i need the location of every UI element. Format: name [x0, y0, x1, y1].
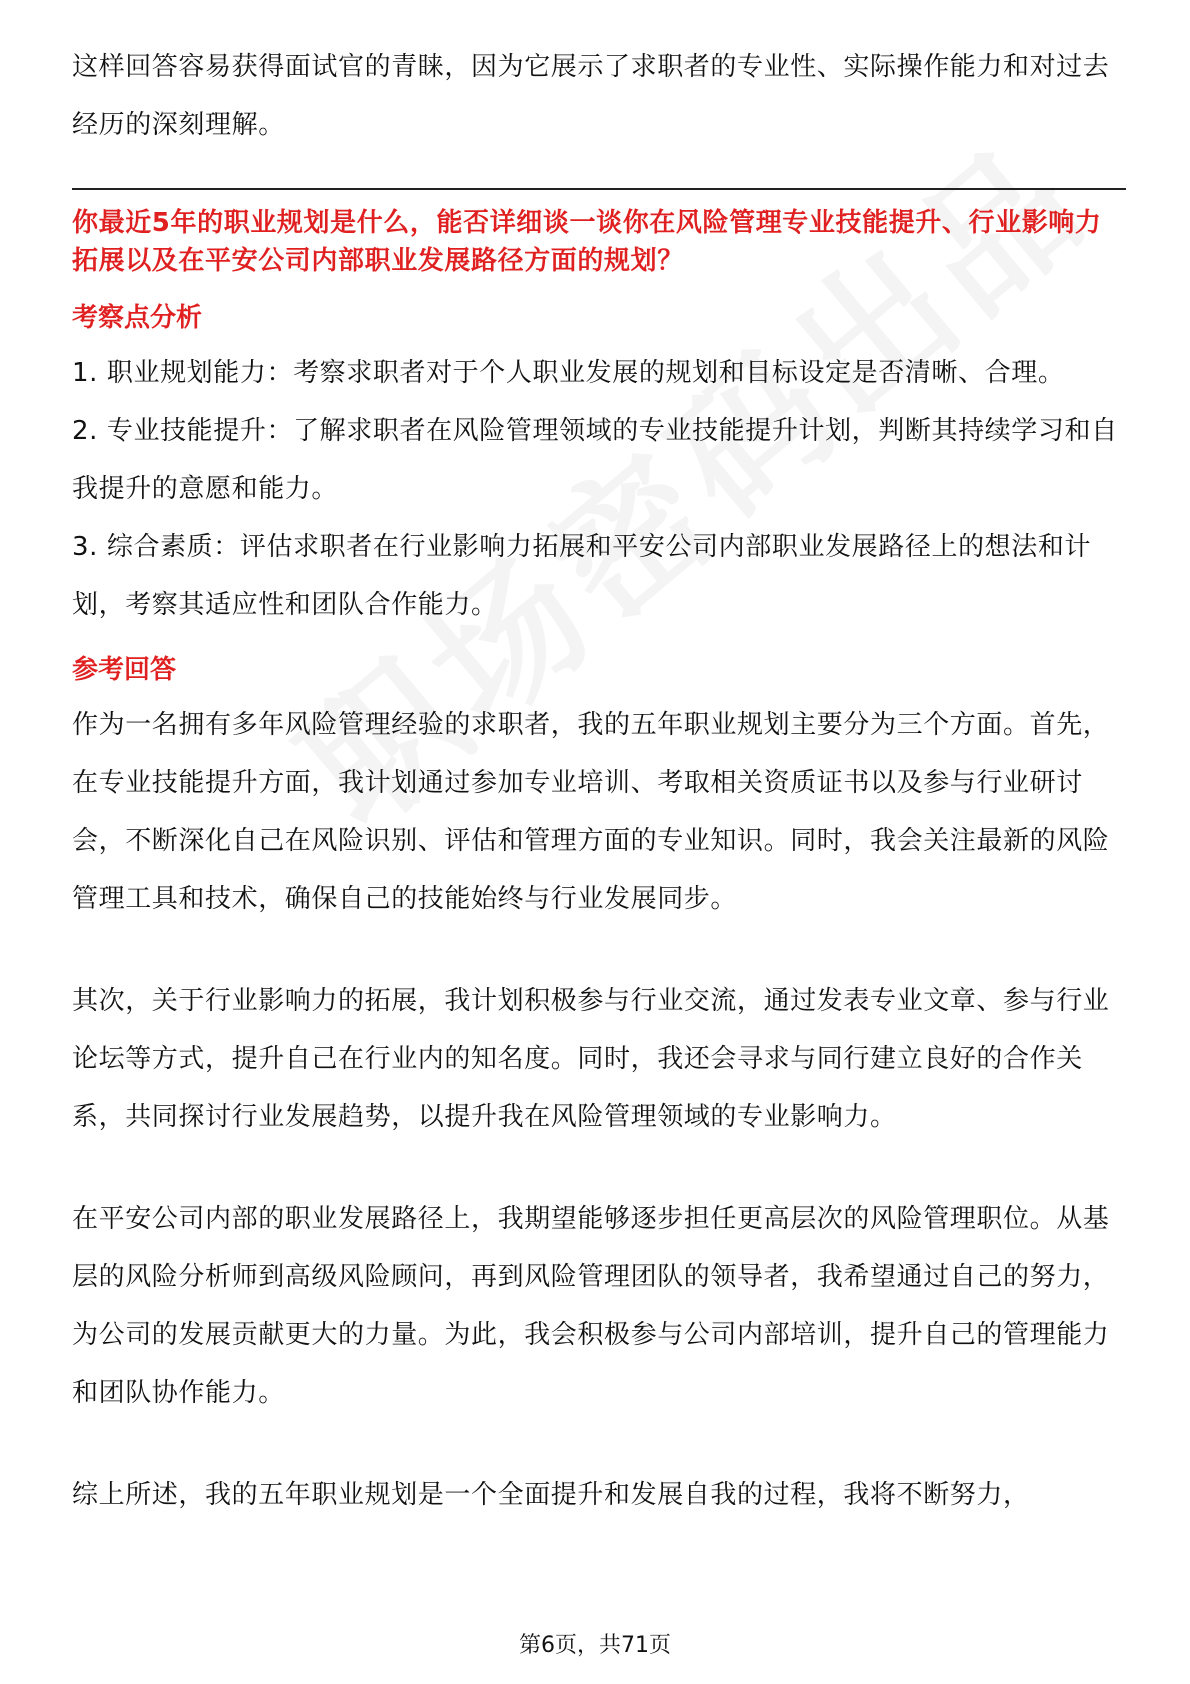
- document-page: [72, 38, 1126, 1524]
- paragraph-gap: [72, 928, 1126, 972]
- section-divider: [72, 188, 1126, 190]
- answer-paragraph: 作为一名拥有多年风险管理经验的求职者，我的五年职业规划主要分为三个方面。首先，在专业技能提升方面，我计划通过参加专业培训、考取相关资质证书以及参与行业研讨会，不断深化自己在风险识别、评估和管理方面的专业知识。同时，我会关注最新的风险管理工具和技术，确保自己的技能始终与行业发展同步。: [72, 710, 1110, 914]
- answer-paragraph: 在平安公司内部的职业发展路径上，我期望能够逐步担任更高层次的风险管理职位。从基层的风险分析师到高级风险顾问，再到风险管理团队的领导者，我希望通过自己的努力，为公司的发展贡献更大的力量。为此，我会积极参与公司内部培训，提升自己的管理能力和团队协作能力。: [72, 1204, 1110, 1408]
- analysis-item: 2. 专业技能提升：了解求职者在风险管理领域的专业技能提升计划，判断其持续学习和自我提升的意愿和能力。: [72, 416, 1118, 504]
- intro-paragraph: 这样回答容易获得面试官的青睐，因为它展示了求职者的专业性、实际操作能力和对过去经历的深刻理解。: [72, 52, 1110, 140]
- answer-paragraph: 其次，关于行业影响力的拓展，我计划积极参与行业交流，通过发表专业文章、参与行业论坛等方式，提升自己在行业内的知名度。同时，我还会寻求与同行建立良好的合作关系，共同探讨行业发展趋势，以提升我在风险管理领域的专业影响力。: [72, 986, 1110, 1132]
- answer-paragraph: 综上所述，我的五年职业规划是一个全面提升和发展自我的过程，我将不断努力，: [72, 1480, 1030, 1510]
- answer-title: 参考回答: [72, 655, 177, 685]
- interview-question: 你最近5年的职业规划是什么，能否详细谈一谈你在风险管理专业技能提升、行业影响力拓展以及在平安公司内部职业发展路径方面的规划？: [72, 208, 1102, 276]
- analysis-title: 考察点分析: [72, 303, 203, 333]
- analysis-item: 1. 职业规划能力：考察求职者对于个人职业发展的规划和目标设定是否清晰、合理。: [72, 358, 1065, 388]
- page-number: 第6页，共71页: [519, 1633, 671, 1658]
- paragraph-gap: [72, 1146, 1126, 1190]
- analysis-item: 3. 综合素质：评估求职者在行业影响力拓展和平安公司内部职业发展路径上的想法和计划，考察其适应性和团队合作能力。: [72, 532, 1092, 620]
- paragraph-gap: [72, 1422, 1126, 1466]
